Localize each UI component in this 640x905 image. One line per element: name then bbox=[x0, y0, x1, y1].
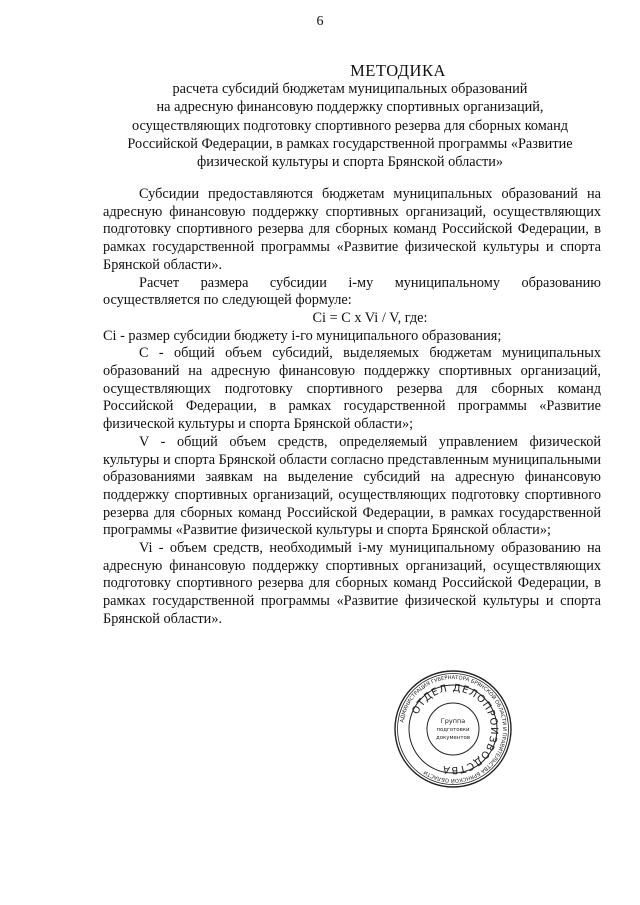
stamp-outer-ring-text: АДМИНИСТРАЦИЯ ГУБЕРНАТОРА БРЯНСКОЙ ОБЛАСТИ И ПРАВИТЕЛЬСТВА БРЯНСКОЙ ОБЛАСТИ bbox=[399, 674, 508, 784]
page-number: 6 bbox=[316, 14, 324, 29]
stamp-center-line: подготовки bbox=[436, 727, 470, 733]
c-definition: C - общий объем субсидий, выделяемых бюджетам муниципальных образований на адресную финансовую поддержку спортивных организаций, осуществляющих подготовку спортивного резерва для сборных команд Российской Федерации, в рамках государственной программы «Развитие физической культуры и спорта Брянской области»; bbox=[103, 345, 601, 433]
stamp-center-line: документов bbox=[436, 735, 470, 741]
subtitle-line: физической культуры и спорта Брянской области» bbox=[196, 154, 504, 171]
document-title: МЕТОДИКА bbox=[350, 61, 446, 80]
subtitle-line: Российской Федерации, в рамках государственной программы «Развитие bbox=[127, 135, 573, 152]
subtitle-line: расчета субсидий бюджетам муниципальных образований bbox=[172, 81, 528, 97]
vi-definition: Vi - объем средств, необходимый i-му муниципальному образованию на адресную финансовую поддержку спортивных организаций, осуществляющих подготовку спортивного резерва для сборных команд Российской Федерации, в рамках государственной программы «Развитие физической культуры и спорта Брянской области». bbox=[103, 540, 601, 627]
stamp-middle-ring-text: ОТДЕЛ ДЕЛОПРОИЗВОДСТВА bbox=[410, 682, 500, 776]
ci-definition: Ci - размер субсидии бюджету i-го муниципального образования; bbox=[103, 327, 502, 344]
official-stamp bbox=[392, 668, 514, 790]
calculation-paragraph: Расчет размера субсидии i-му муниципальному образованию осуществляется по следующей формуле: bbox=[103, 274, 601, 309]
v-definition: V - общий объем средств, определяемый управлением физической культуры и спорта Брянской области согласно представленным муниципальными образованиями заявкам на выделение субсидий на адресную финансовую поддержку спортивных организаций, осуществляющих подготовку спортивного резерва для сборных команд Российской Федерации, в рамках государственной программы «Развитие физической культуры и спорта Брянской области»; bbox=[103, 433, 601, 539]
document-body bbox=[103, 186, 601, 629]
intro-paragraph: Субсидии предоставляются бюджетам муниципальных образований на адресную финансовую поддержку спортивных организаций, осуществляющих подготовку спортивного резерва для сборных команд Российской Федерации, в рамках государственной программы «Развитие физической культуры и спорта Брянской области». bbox=[103, 186, 601, 273]
stamp-center-line: Группа bbox=[440, 717, 466, 725]
subtitle-line: на адресную финансовую поддержку спортивных организаций, bbox=[156, 99, 544, 116]
subtitle-line: осуществляющих подготовку спортивного резерва для сборных команд bbox=[131, 117, 569, 134]
formula: Ci = C x Vi / V, где: bbox=[312, 309, 428, 326]
document-header bbox=[100, 62, 600, 171]
